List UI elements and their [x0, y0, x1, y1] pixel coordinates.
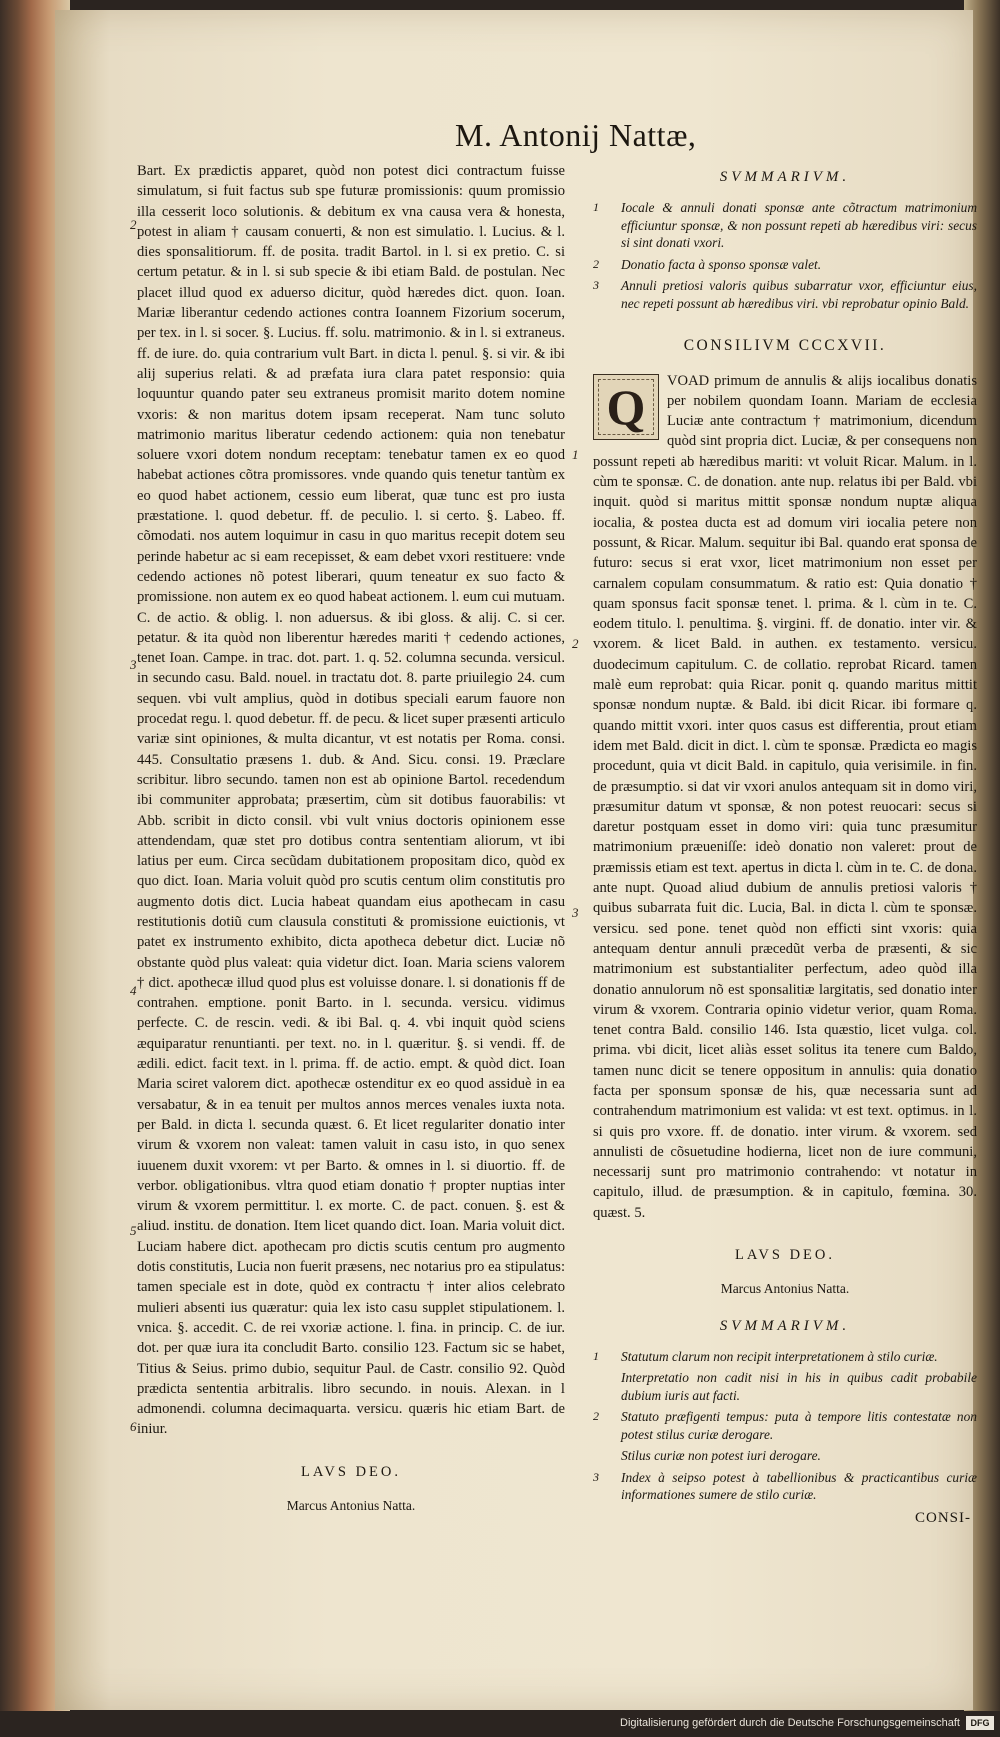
summarium2-item	[593, 1348, 977, 1366]
laus-deo-left: LAVS DEO.	[300, 1463, 402, 1480]
left-column	[137, 161, 565, 1516]
item-text: Donatio facta à sponso sponsæ valet.	[621, 256, 822, 272]
summarium2-title: SVMMARIVM.	[719, 1317, 851, 1334]
author-right: Marcus Antonius Natta.	[720, 1281, 850, 1297]
summarium2-item	[593, 1447, 977, 1465]
side-number: 2	[572, 636, 579, 651]
summarium2-item	[593, 1469, 977, 1504]
dfg-logo: DFG	[966, 1716, 994, 1730]
initial-letter: Q	[606, 378, 646, 435]
laus-deo-right: LAVS DEO.	[734, 1247, 836, 1264]
side-number: 6	[130, 1419, 137, 1434]
side-number: 5	[130, 1223, 137, 1238]
item-text: Statuto præfigenti tempus: puta à tempore litis contestatæ non potest stilus curiæ derogare.	[621, 1409, 977, 1442]
side-number: 3	[130, 657, 137, 672]
side-number: 3	[572, 905, 579, 920]
item-number: 1	[593, 200, 599, 215]
summarium-item	[593, 277, 977, 312]
running-head: M. Antonij Nattæ,	[455, 117, 697, 153]
side-number: 1	[572, 447, 579, 462]
digitization-footer	[0, 1711, 1000, 1737]
item-text: Interpretatio non cadit nisi in his in quibus cadit probabile dubium iuris aut facti.	[621, 1370, 977, 1403]
author-left: Marcus Antonius Natta.	[286, 1498, 416, 1513]
ornamental-initial	[593, 374, 659, 440]
right-column	[593, 161, 977, 1508]
summarium-item	[593, 256, 977, 274]
item-text: Annuli pretiosi valoris quibus subarratur vxor, efficiuntur eius, nec repeti possunt ab hæredibus viri. vbi reprobatur opinio Bald.	[621, 278, 977, 311]
summarium-list	[593, 199, 977, 312]
left-column-text: Bart. Ex prædictis apparet, quòd non potest dici contractum fuisse simulatum, si fuit factus sub spe futuræ promissionis: quum promissio illa cesserit loco solutionis. & debitum ex vna causa vera & honesta, potest in aliam † causam conuerti, & non est simulatio. l. Lucius. & l. dies sponsalitiorum. ff. de posita. tradit Bartol. in l. si ex pretio. C. si certum petatur. & in l. si sub specie & ibi etiam Bald. de postulan. Nec placet illud quod ex aduerso dicitur, quòd hæredes dict. quon. Ioan. Mariæ liberantur cedendo actiones contra Ioannem Fizorium socerum, per tex. in l. si socer. §. Lucius. ff. solu. matrimonio. & in l. si extraneus. ff. de iure. do. quia contrarium vult Bart. in dicta l. penul. §. si vir. & ibi alij superius relati. & ad præfata iura clara patet responsio: quia loquuntur quando pater seu extraneus promisit marito dotem nomine vxoris: & non maritus dotem ipsam receperat. Nam tunc soluto matrimonio maritus liberatur cedendo actionem: quia non tenebatur soluere vxori dotem nondum receptam: tenebatur tamen ex eo quod habebat actiones cõtra promissores. vnde quando quis tenetur tantùm ex eo quod habet actionem, cessio eum liberat, quæ tunc est pro iusta præstatione. l. quod debetur. ff. de peculio. l. si certo. §. Labeo. ff. cõmodati. nos autem loquimur in casu in quo maritus recepit dotem seu perinde habetur ac si eam recepisset, & eam debet vxori restituere: vnde cedendo actiones nõ potest liberari, quum teneatur ex suo facto & promissione. non autem ex eo quod habeat actionem. l. eum cui mutuam. C. de actio. & oblig. l. non aduersus. & ibi gloss. & alij. C. si cer. petatur. & ita quòd non liberentur hæredes mariti † cedendo actiones, tenet Ioan. Campe. in trac. dot. part. 1. q. 52. columna secunda. versicul. in secundo casu. Bald. nouel. in tractatu dot. 8. parte priuilegio 24. cum sequen. vbi vult amplius, quòd in dotibus speciali earum fauore non procedat regu. l. quod debetur. ff. de pecu. & licet super præsenti articulo variæ sint opiniones, & multa dicantur, vt est notatis per Roma. consi. 445. Consultatio præsens 1. dub. & And. Sicu. consi. 19. Præclare scribitur. libro secundo. tamen non est ab opinione Bartol. recedendum ibi communiter approbata; præsertim, cùm sit dotibus fauorabilis: vt Abb. scribit in dicto consil. vbi vult vnius doctoris opinionem esse attendendam, quæ stet pro dotibus contra sententiam aliorum, vt ibi latius per eum. Circa secũdam dubitationem propositam dico, quòd ex quo dict. Ioan. Maria voluit quòd pro scutis centum olim constitutis pro augmento dotis dict. Lucia habeat quandam eius apothecam in casu restitutionis dotiũ cum clausula constituti & promissione euictionis, vt patet ex instrumento exhibito, dicta apotheca debetur dict. Luciæ nõ obstante quòd plus valeat: quia videtur dict. Ioan. Maria sciens valorem † dict. apothecæ illud quod plus est voluisse donare. l. si donationis ff de contrahen. emptione. ponit Barto. in l. secunda. versicu. vidimus perfecte. C. de rescin. vedi. & ibi Bal. q. 4. vbi inquit quòd sciens æquiparatur renuntianti. per text. no. in l. quæritur. §. si vendi. ff. de ædili. edict. facit text. in l. prima. ff. de actio. empt. & quòd dict. Ioan Maria sciret valorem dict. apothecæ ostenditur ex eo quod assiduè in ea versabatur, & in ea tenuit per multos annos merces venales iuxta nota. per Bald. in dicta l. secunda quæst. 6. Et licet regulariter donatio inter virum & vxorem non valeat: tamen valuit in casu isto, in quo senex iuuenem duxit vxorem: vt per Barto. & omnes in l. si diuortio. ff. de verbor. obligationibus. vltra quod etiam donatio † propter nuptias inter virum & vxorem permittitur. l. ex morte. C. de pact. conuen. §. est & aliud. institu. de donation. Item licet quando dict. Ioan. Maria voluit dict. Luciam habere dict. apothecam pro dictis scutis centum pro augmento dotis constitutis, Lucia non fuerit præsens, nec notarius pro ea stipulatus: tamen speciale est in dote, quòd ex contractu † inter alios celebrato mulieri absenti ius quæratur: quia lex isto casu supplet stipulationem. l. vnica. §. accedit. C. de rei vxoriæ actione. l. fina. in princip. C. de iur. dot. per quæ iura ita concludit Barto. consilio 123. Factum sic se habet, Titius & Seius. primo dubio, sequitur Paul. de Castr. consilio 92. Quòd prædicta sententia arbitralis. libro secundo. in nouis. Alexan. in l admonendi. columna decimaquarta. versicu. quæris hic etiam Bart. de iniur.	[137, 163, 565, 1438]
item-text: Stilus curiæ non potest iuri derogare.	[621, 1448, 821, 1464]
item-number: 1	[593, 1348, 599, 1363]
summarium-item	[593, 199, 977, 252]
consilium-body: VOAD primum de annulis & alijs iocalibus donatis per nobilem quondam Ioann. Mariam de ecclesia Luciæ ante contractum † matrimonium, dicendum quòd sint propria dict. Luciæ, & per consequens non possunt repeti ab hæredibus mariti: vt voluit Ricar. Malum. in l. cùm te sponsæ. C. de donation. ante nup. relatus ibi per Bald. vbi inquit. quòd si maritus mittit sponsæ nondum nuptæ aliqua iocalia, & postea ducta est ad domum viri iocalia petere non possunt, & Ricar. Malum. sequitur ibi Bal. quando erat sponsa de futuro: secus si erat vxor, licet matrimonium non esset per carnalem copulam consummatum. & ratio est: Quia donatio † quam sponsus facit sponsæ tenet. l. prima. & l. cùm in te. C. eodem titulo. l. penultima. §. virgini. ff. de donatio. inter vir. & vxorem. & licet Bald. in authen. ex testamento. versicu. duodecimum capitulum. C. de collatio. reprobat Ricard. tamen malè eum reprobat: quia Ricar. ponit q. quando maritus mittit sponsæ nondum nuptæ. & Bald. ibi dicit Ricar. ibi formare q. quando mittit vxori. inter quos casus est differentia, prout etiam idem met Bald. dicit in dict. l. cùm te sponsæ. Prædicta eo magis procedunt, quia vt dicit Bald. in capitulo, quia verisimile. in fin. de præsumptio. si dat vir vxori anulos antequam sit in domo viri, præsumitur datum vt sponsæ, & non potest reuocari: secus si daretur postquam esset in domo viri: quia tunc præsumitur matrimonium præueniſſe: ideò donatio non valeret: prout de præmissis etiam est text. apertus in dicta l. cùm in te. C. de dona. ante nupt. Quoad aliud dubium de annulis pretiosi valoris † quibus subarrata fuit dic. Lucia, Bal. in dicta l. cùm te sponsæ. versicu. sed pone. tenet quòd non efficti sint vxoris: quia antequam dentur annuli præcedũt verba de præsenti, & sic matrimonium est substantialiter perfectum, adeo quòd illa donatio annulorum nõ est sponsalitiæ largitatis, sed donatio inter virum & vxorem. Contraria opinio videtur verior, quam Roma. tenet contra Bald. consilio 146. Ista quæstio, licet vulga. col. prima. vbi dicit, licet aliàs esset solitus ita tenere cum Baldo, tamen nunc dicit se tenere oppositum in annulis: quia donatio facta per sponsum sponsæ de his, quæ necessaria sunt ad contrahendum matrimonium est valida: vt est text. optimus. in l. si quis pro vxore. ff. de donatio. inter virum. & vxorem. sed annulisti de cõsuetudine hodierna, licet non de iure communi, necessarij sunt pro matrimonio contrahendo: vt notatur in capitulo, illud. de præsumption. & in capitulo, fœmina. 30. quæst. 5.	[593, 372, 977, 1221]
item-text: Statutum clarum non recipit interpretationem à stilo curiæ.	[621, 1348, 938, 1364]
item-text: Iocale & annuli donati sponsæ ante cõtractum matrimonium efficiuntur sponsæ, & non possunt repeti ab hæredibus viri: secus si sint donati vxori.	[621, 200, 977, 251]
summarium2-item	[593, 1369, 977, 1404]
summarium2-list	[593, 1348, 977, 1504]
catchword: CONSI-	[915, 1510, 972, 1526]
summarium-title: SVMMARIVM.	[719, 169, 851, 185]
item-number: 2	[593, 256, 599, 271]
summarium2-item	[593, 1408, 977, 1443]
item-number: 3	[593, 1469, 599, 1484]
item-number: 3	[593, 278, 599, 293]
side-number: 4	[130, 983, 137, 998]
consilium-title: CONSILIVM CCCXVII.	[683, 337, 887, 355]
side-number: 2	[130, 217, 137, 232]
footer-text: Digitalisierung gefördert durch die Deutsche Forschungsgemeinschaft	[620, 1717, 960, 1729]
item-text: Index à seipso potest à tabellionibus & practicantibus curiæ informationes sumere de stilo curiæ.	[621, 1469, 977, 1503]
item-number: 2	[593, 1409, 599, 1424]
